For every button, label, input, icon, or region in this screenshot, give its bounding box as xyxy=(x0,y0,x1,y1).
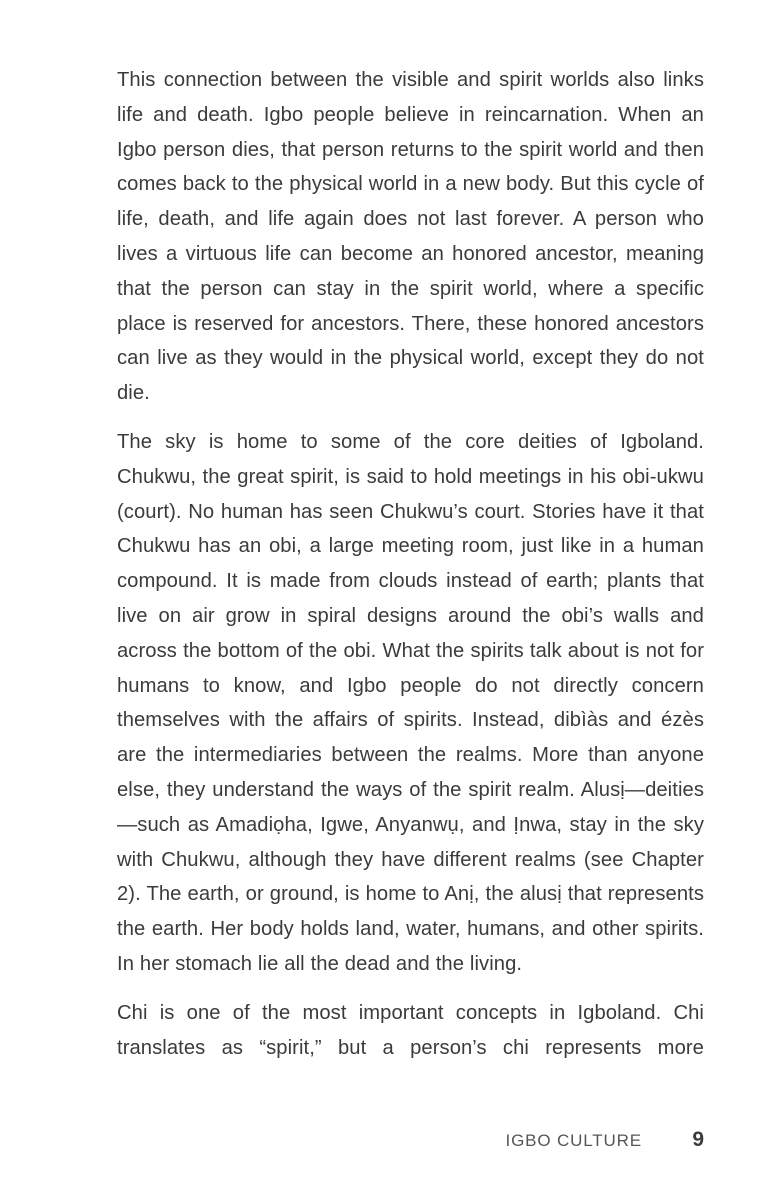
body-paragraph-chi: Chi is one of the most important concepts in Igboland. Chi translates as “spirit,” but a person’s chi represents more xyxy=(117,1001,704,1059)
footer-running-title: IGBO CULTURE xyxy=(505,1131,642,1150)
page-footer xyxy=(117,1128,704,1158)
body-paragraph-sky-deities: The sky is home to some of the core deities of Igboland. Chukwu, the great spirit, is said to hold meetings in his obi-ukwu (court). No human has seen Chukwu’s court. Stories have it that Chukwu has an obi, a large meeting room, just like in a human compound. It is made from clouds instead of earth; plants that live on air grow in spiral designs around the obi’s walls and across the bottom of the obi. What the spirits talk about is not for humans to know, and Igbo people do not directly concern themselves with the affairs of spirits. Instead, dibìàs and ézès are the intermediaries between the realms. More than anyone else, they understand the ways of the spirit realm. Alusị—deities—such as Amadiọha, Igwe, Anyanwụ, and Ịnwa, stay in the sky with Chukwu, although they have different realms (see Chapter 2). The earth, or ground, is home to Anị, the alusị that represents the earth. Her body holds land, water, humans, and other spirits. In her stomach lie all the dead and the living. xyxy=(117,430,704,975)
footer-page-number: 9 xyxy=(692,1128,704,1151)
page-body-text xyxy=(117,63,704,1065)
body-paragraph-reincarnation: This connection between the visible and spirit worlds also links life and death. Igbo people believe in reincarnation. When an Igbo person dies, that person returns to the spirit world and then comes back to the physical world in a new body. But this cycle of life, death, and life again does not last forever. A person who lives a virtuous life can become an honored ancestor, meaning that the person can stay in the spirit world, where a specific place is reserved for ancestors. There, these honored ancestors can live as they would in the physical world, except they do not die. xyxy=(117,69,704,405)
